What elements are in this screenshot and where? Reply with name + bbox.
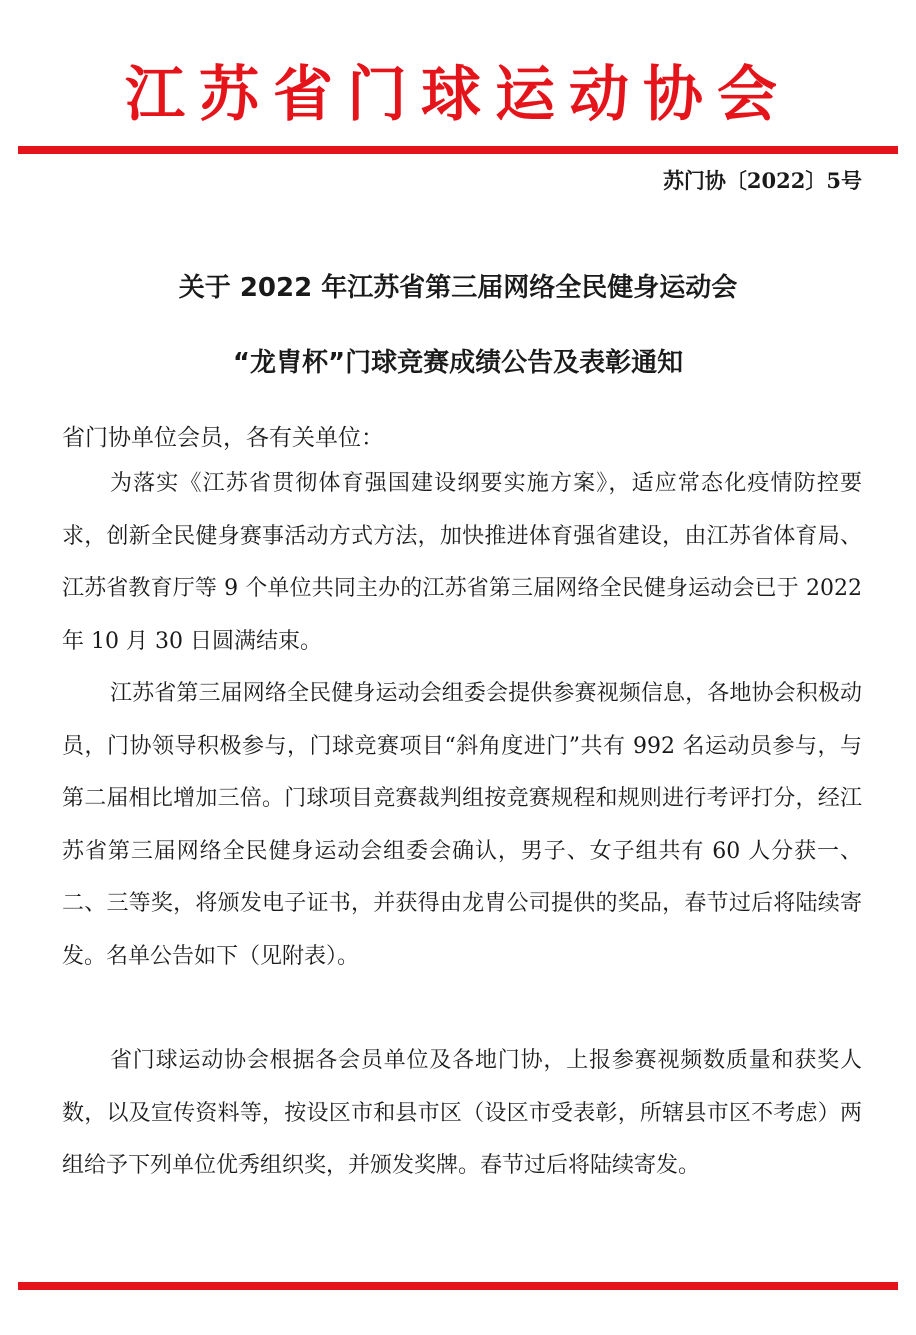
document-title-line-2: “龙胄杯”门球竞赛成绩公告及表彰通知 xyxy=(232,348,684,378)
document-number: 苏门协〔2022〕5号 xyxy=(662,168,862,193)
body-paragraph-1: 为落实《江苏省贯彻体育强国建设纲要实施方案》，适应常态化疫情防控要求，创新全民健身赛事活动方式方法，加快推进体育强省建设，由江苏省体育局、江苏省教育厅等 9 个单位共同主办的江苏省第三届网络全民健身运动会已于 2022 年 10 月 30 日圆满结束。 xyxy=(62,471,862,654)
footer-red-rule xyxy=(18,1282,898,1290)
salutation: 省门协单位会员，各有关单位： xyxy=(62,425,384,451)
body-paragraph-2: 江苏省第三届网络全民健身运动会组委会提供参赛视频信息，各地协会积极动员，门协领导积极参与，门球竞赛项目“斜角度进门”共有 992 名运动员参与，与第二届相比增加三倍。门球项目竞赛裁判组按竞赛规程和规则进行考评打分，经江苏省第三届网络全民健身运动会组委会确认，男子、女子组共有 60 人分获一、二、三等奖，将颁发电子证书，并获得由龙胄公司提供的奖品，春节过后将陆续寄发。名单公告如下（见附表）。 xyxy=(62,681,862,969)
letterhead-org-name: 江苏省门球运动协会 xyxy=(125,60,791,130)
letterhead-red-rule xyxy=(18,146,898,154)
document-title-line-1: 关于 2022 年江苏省第三届网络全民健身运动会 xyxy=(178,273,738,303)
body-paragraph-3: 省门球运动协会根据各会员单位及各地门协，上报参赛视频数质量和获奖人数，以及宣传资料等，按设区市和县市区（设区市受表彰，所辖县市区不考虑）两组给予下列单位优秀组织奖，并颁发奖牌。春节过后将陆续寄发。 xyxy=(62,1048,862,1178)
